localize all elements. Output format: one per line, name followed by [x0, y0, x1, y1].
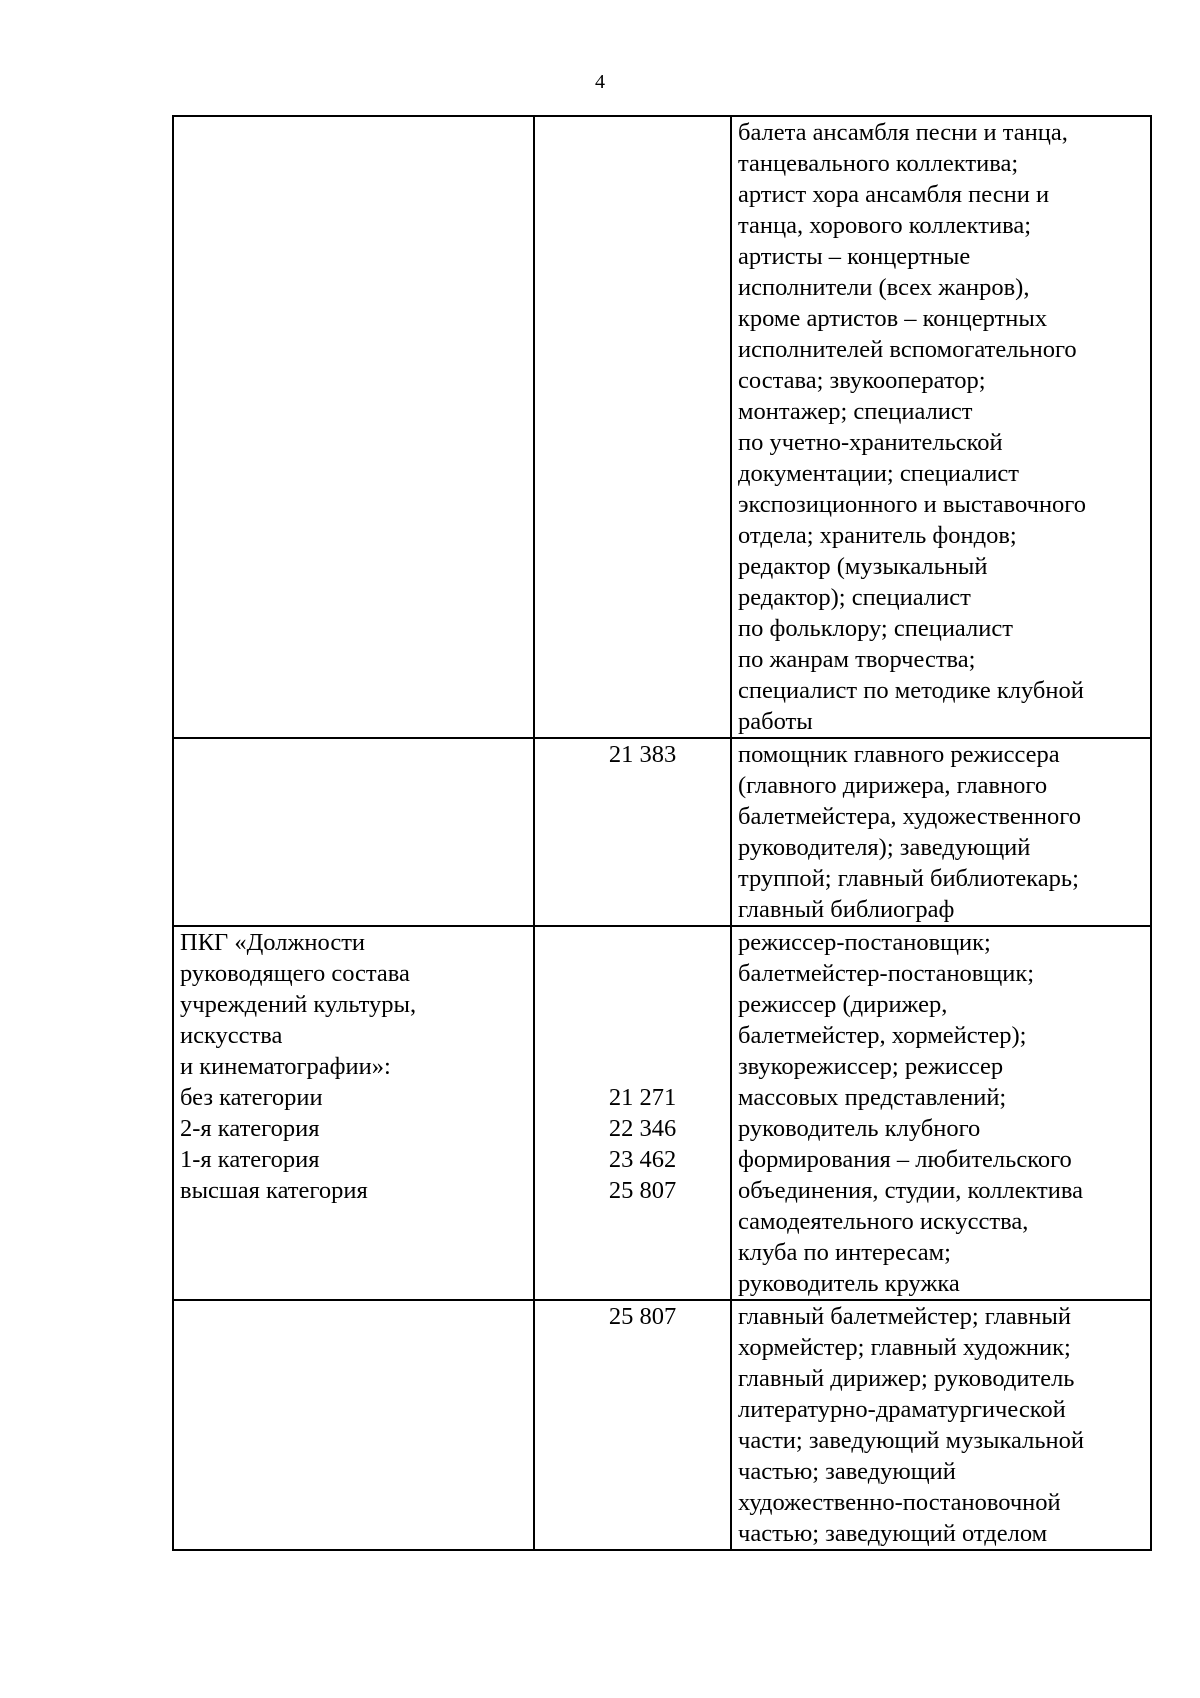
salary-cell-line	[541, 1051, 724, 1082]
qualification-group-cell	[173, 116, 534, 738]
salary-cell	[534, 926, 731, 1300]
salary-cell-line	[541, 927, 724, 958]
qualification-group-cell	[173, 1300, 534, 1550]
page-number: 4	[595, 71, 605, 93]
positions-cell-line: литературно-драматургической	[738, 1396, 1066, 1423]
table-row	[173, 926, 1151, 1300]
positions-cell-line: помощник главного режиссера	[738, 741, 1060, 768]
table-row	[173, 1300, 1151, 1550]
qualification-group-cell-line: 2-я категория	[180, 1115, 320, 1142]
salary-cell-line: 22 346	[608, 1115, 677, 1142]
positions-cell-line: хормейстер; главный художник;	[738, 1334, 1071, 1361]
positions-cell-line: балетмейстера, художественного	[738, 803, 1081, 830]
salary-cell-line	[541, 1020, 724, 1051]
positions-cell-line: массовых представлений;	[738, 1084, 1007, 1111]
positions-cell	[731, 1300, 1151, 1550]
positions-cell-line: специалист по методике клубной	[738, 677, 1084, 704]
qualification-group-cell-line: 1-я категория	[180, 1146, 320, 1173]
positions-cell-line: танцевального коллектива;	[738, 150, 1019, 177]
salary-cell-line: 25 807	[608, 1303, 677, 1330]
positions-cell-line: состава; звукооператор;	[738, 367, 986, 394]
positions-cell-line: руководителя); заведующий	[738, 834, 1031, 861]
positions-cell-line: исполнителей вспомогательного	[738, 336, 1077, 363]
positions-cell-line: художественно-постановочной	[738, 1489, 1061, 1516]
positions-cell-line: частью; заведующий отделом	[738, 1520, 1048, 1547]
positions-cell-line: редактор (музыкальный	[738, 553, 988, 580]
positions-cell-line: главный библиограф	[738, 896, 955, 923]
positions-cell-line: по жанрам творчества;	[738, 646, 976, 673]
positions-cell-line: режиссер-постановщик;	[738, 929, 991, 956]
qualification-group-cell-line: без категории	[180, 1084, 323, 1111]
salary-cell	[534, 116, 731, 738]
positions-cell-line: клуба по интересам;	[738, 1239, 951, 1266]
positions-cell-line: артисты – концертные	[738, 243, 971, 270]
table-row	[173, 116, 1151, 738]
salary-cell-line	[541, 989, 724, 1020]
positions-cell-line: исполнители (всех жанров),	[738, 274, 1030, 301]
qualification-group-cell-line: высшая категория	[180, 1177, 368, 1204]
positions-cell-line: кроме артистов – концертных	[738, 305, 1048, 332]
positions-cell-line: режиссер (дирижер,	[738, 991, 948, 1018]
positions-cell-line: главный дирижер; руководитель	[738, 1365, 1075, 1392]
positions-cell-line: балетмейстер, хормейстер);	[738, 1022, 1027, 1049]
table-row	[173, 738, 1151, 926]
qualification-group-cell-line: искусства	[180, 1022, 283, 1049]
salary-cell-line	[541, 958, 724, 989]
qualification-group-cell-line: учреждений культуры,	[180, 991, 417, 1018]
table-body	[173, 116, 1151, 1550]
positions-cell-line: по фольклору; специалист	[738, 615, 1013, 642]
positions-cell-line: балетмейстер-постановщик;	[738, 960, 1035, 987]
positions-cell	[731, 926, 1151, 1300]
positions-cell-line: части; заведующий музыкальной	[738, 1427, 1084, 1454]
positions-cell-line: монтажер; специалист	[738, 398, 973, 425]
positions-cell-line: звукорежиссер; режиссер	[738, 1053, 1004, 1080]
qualification-group-cell	[173, 926, 534, 1300]
positions-cell-line: самодеятельного искусства,	[738, 1208, 1029, 1235]
positions-cell-line: отдела; хранитель фондов;	[738, 522, 1017, 549]
positions-cell-line: формирования – любительского	[738, 1146, 1072, 1173]
positions-cell-line: работы	[738, 708, 813, 735]
salary-cell-line: 25 807	[608, 1177, 677, 1204]
positions-cell-line: балета ансамбля песни и танца,	[738, 119, 1068, 146]
positions-cell-line: редактор); специалист	[738, 584, 971, 611]
salary-cell-line: 21 271	[608, 1084, 677, 1111]
salary-table	[172, 115, 1152, 1551]
positions-cell-line: частью; заведующий	[738, 1458, 956, 1485]
positions-cell-line: руководитель клубного	[738, 1115, 981, 1142]
salary-cell	[534, 1300, 731, 1550]
positions-cell-line: танца, хорового коллектива;	[738, 212, 1031, 239]
qualification-group-cell	[173, 738, 534, 926]
positions-cell-line: документации; специалист	[738, 460, 1019, 487]
positions-cell-line: (главного дирижера, главного	[738, 772, 1048, 799]
positions-cell-line: экспозиционного и выставочного	[738, 491, 1087, 518]
positions-cell-line: по учетно-хранительской	[738, 429, 1003, 456]
positions-cell	[731, 116, 1151, 738]
salary-cell-line: 21 383	[608, 741, 677, 768]
positions-cell-line: объединения, студии, коллектива	[738, 1177, 1083, 1204]
salary-cell	[534, 738, 731, 926]
salary-cell-line: 23 462	[608, 1146, 677, 1173]
qualification-group-cell-line: руководящего состава	[180, 960, 410, 987]
qualification-group-cell-line: и кинематографии»:	[180, 1053, 391, 1080]
positions-cell-line: артист хора ансамбля песни и	[738, 181, 1050, 208]
positions-cell	[731, 738, 1151, 926]
positions-cell-line: труппой; главный библиотекарь;	[738, 865, 1079, 892]
positions-cell-line: руководитель кружка	[738, 1270, 960, 1297]
qualification-group-cell-line: ПКГ «Должности	[180, 929, 366, 956]
positions-cell-line: главный балетмейстер; главный	[738, 1303, 1071, 1330]
